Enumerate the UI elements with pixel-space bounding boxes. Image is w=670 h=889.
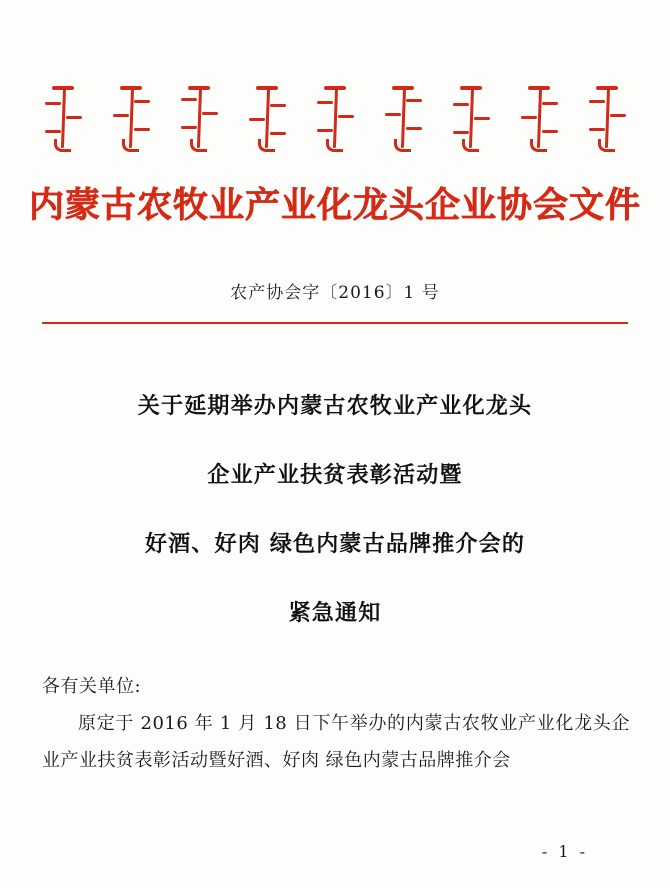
mongolian-stroke — [589, 128, 605, 131]
title-line: 企业产业扶贫表彰活动暨 — [207, 462, 463, 488]
mongolian-stroke — [66, 116, 82, 119]
document-body — [42, 668, 630, 779]
mongolian-stroke — [453, 131, 469, 134]
title-line: 好酒、好肉 绿色内蒙古品牌推介会的 — [144, 531, 526, 557]
mongolian-word — [448, 86, 494, 152]
mongolian-stroke — [598, 139, 615, 152]
mongolian-script-heading — [0, 86, 670, 158]
organization-title: 内蒙古农牧业产业化龙头企业协会文件 — [28, 185, 641, 226]
mongolian-word — [516, 86, 562, 152]
mongolian-stroke — [338, 115, 354, 118]
page-number: - 1 - — [541, 842, 589, 861]
mongolian-stroke — [385, 113, 401, 116]
mongolian-stroke — [45, 102, 61, 105]
mongolian-word — [584, 86, 630, 152]
mongolian-stroke — [462, 139, 479, 152]
mongolian-word — [108, 86, 154, 152]
red-divider-rule — [42, 322, 628, 324]
mongolian-stroke — [542, 130, 558, 133]
mongolian-stroke — [317, 129, 333, 132]
mongolian-stroke — [190, 139, 207, 152]
mongolian-stroke — [181, 98, 197, 101]
title-line: 紧急通知 — [288, 600, 382, 626]
mongolian-stroke — [406, 127, 422, 130]
mongolian-stroke — [270, 132, 286, 135]
mongolian-stroke — [54, 139, 71, 152]
mongolian-word — [176, 86, 222, 152]
mongolian-stroke — [589, 100, 605, 103]
document-number: 农产协会字〔2016〕1 号 — [230, 283, 440, 303]
mongolian-stroke — [134, 128, 150, 131]
mongolian-stroke — [202, 112, 218, 115]
mongolian-stroke — [258, 139, 275, 152]
mongolian-stroke — [122, 139, 139, 152]
mongolian-stroke — [134, 100, 150, 103]
salutation: 各有关单位: — [42, 676, 142, 697]
mongolian-stroke — [521, 116, 537, 119]
mongolian-word — [40, 86, 86, 152]
mongolian-stroke — [474, 117, 490, 120]
mongolian-word — [312, 86, 358, 152]
mongolian-word — [244, 86, 290, 152]
mongolian-stroke — [530, 139, 547, 152]
mongolian-stroke — [45, 130, 61, 133]
mongolian-stroke — [542, 102, 558, 105]
mongolian-stroke — [317, 101, 333, 104]
mongolian-stroke — [406, 99, 422, 102]
mongolian-stroke — [394, 139, 411, 152]
mongolian-stroke — [270, 104, 286, 107]
mongolian-stroke — [249, 118, 265, 121]
mongolian-stroke — [181, 126, 197, 129]
title-line: 关于延期举办内蒙古农牧业产业化龙头 — [137, 393, 533, 419]
body-paragraph: 原定于 2016 年 1 月 18 日下午举办的内蒙古农牧业产业化龙头企业产业扶贫表彰活动暨好酒、好肉 绿色内蒙古品牌推介会 — [42, 713, 630, 771]
mongolian-stroke — [326, 139, 343, 152]
mongolian-stroke — [453, 103, 469, 106]
mongolian-stroke — [113, 114, 129, 117]
document-title — [0, 372, 670, 648]
mongolian-stroke — [610, 114, 626, 117]
mongolian-word — [380, 86, 426, 152]
